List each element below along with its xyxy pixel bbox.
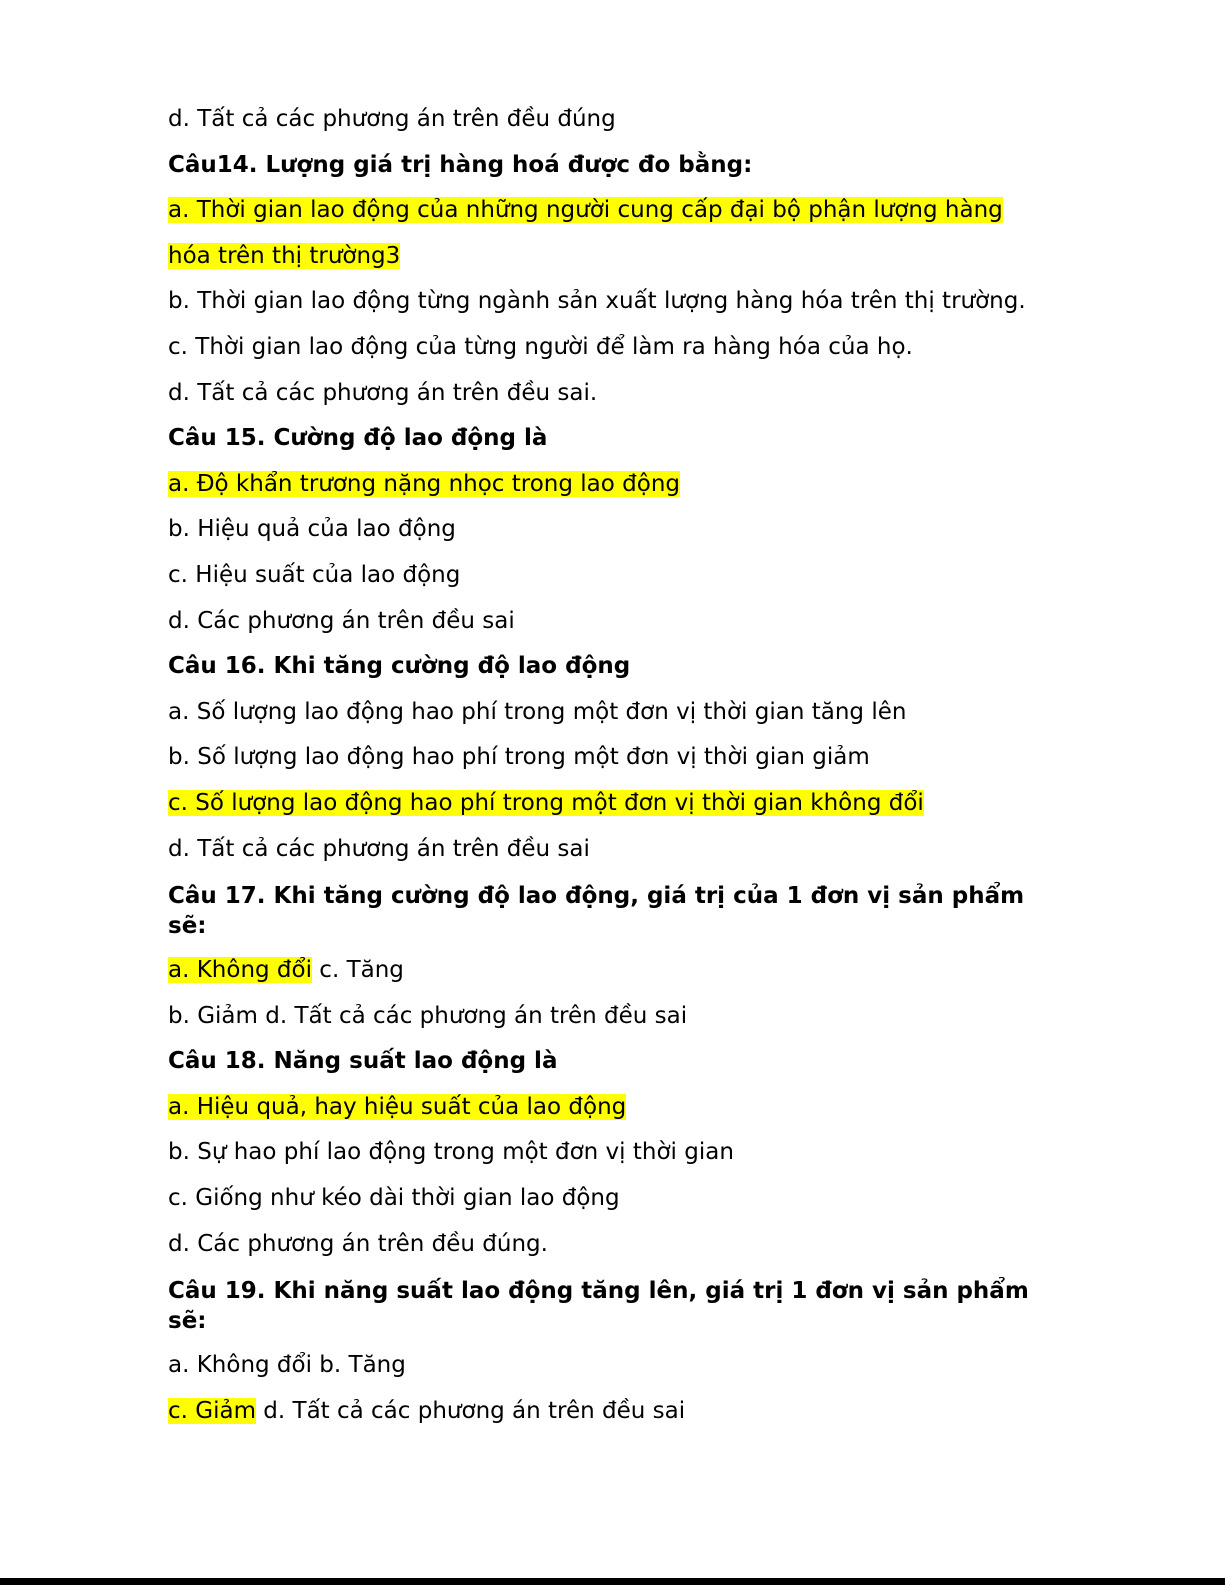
answer-option-correct-continued <box>168 243 1068 270</box>
answer-option: d. Tất cả các phương án trên đều sai <box>168 835 590 862</box>
page-content <box>168 106 1068 1443</box>
question-heading: Câu 15. Cường độ lao động là <box>168 425 548 452</box>
highlighted-answer: c. Giảm <box>168 1397 256 1424</box>
answer-option-correct <box>168 790 1068 817</box>
answer-option-pair: c. Giảm d. Tất cả các phương án trên đều sai <box>168 1397 686 1424</box>
answer-option: b. Hiệu quả của lao động <box>168 516 456 543</box>
highlighted-answer: a. Độ khẩn trương nặng nhọc trong lao động <box>168 470 680 497</box>
answer-option: c. Giống như kéo dài thời gian lao động <box>168 1185 620 1212</box>
answer-option-pair: a. Không đổi c. Tăng <box>168 957 404 984</box>
highlighted-answer: c. Số lượng lao động hao phí trong một đơn vị thời gian không đổi <box>168 789 924 816</box>
answer-option: a. Số lượng lao động hao phí trong một đơn vị thời gian tăng lên <box>168 698 907 725</box>
answer-option: c. Hiệu suất của lao động <box>168 561 461 588</box>
answer-option: d. Các phương án trên đều sai <box>168 607 515 634</box>
answer-option-correct <box>168 1094 1068 1121</box>
answer-option: b. Thời gian lao động từng ngành sản xuất lượng hàng hóa trên thị trường. <box>168 288 1026 315</box>
question-heading: Câu14. Lượng giá trị hàng hoá được đo bằng: <box>168 151 753 178</box>
answer-option: d. Tất cả các phương án trên đều đúng <box>168 106 616 132</box>
answer-option: d. Các phương án trên đều đúng. <box>168 1230 548 1257</box>
question-heading: Câu 19. Khi năng suất lao động tăng lên, giá trị 1 đơn vị sản phẩm sẽ: <box>168 1278 1029 1335</box>
answer-option: b. Sự hao phí lao động trong một đơn vị thời gian <box>168 1139 734 1166</box>
highlighted-answer: a. Thời gian lao động của những người cung cấp đại bộ phận lượng hàng <box>168 197 1003 224</box>
answer-option-pair: a. Không đổi b. Tăng <box>168 1352 406 1379</box>
highlighted-answer: a. Không đổi <box>168 957 312 984</box>
answer-option-correct <box>168 471 1068 498</box>
highlighted-answer: hóa trên thị trường3 <box>168 242 401 269</box>
highlighted-answer: a. Hiệu quả, hay hiệu suất của lao động <box>168 1093 627 1120</box>
question-heading: Câu 17. Khi tăng cường độ lao động, giá trị của 1 đơn vị sản phẩm sẽ: <box>168 883 1025 940</box>
answer-option: c. Thời gian lao động của từng người để làm ra hàng hóa của họ. <box>168 333 913 360</box>
answer-option-correct <box>168 197 1068 224</box>
answer-option: b. Số lượng lao động hao phí trong một đơn vị thời gian giảm <box>168 744 870 771</box>
answer-option: d. Tất cả các phương án trên đều sai. <box>168 379 598 406</box>
question-heading: Câu 16. Khi tăng cường độ lao động <box>168 653 631 680</box>
page-bottom-edge <box>0 1578 1225 1585</box>
answer-option-pair: b. Giảm d. Tất cả các phương án trên đều sai <box>168 1002 688 1029</box>
question-heading: Câu 18. Năng suất lao động là <box>168 1048 558 1075</box>
